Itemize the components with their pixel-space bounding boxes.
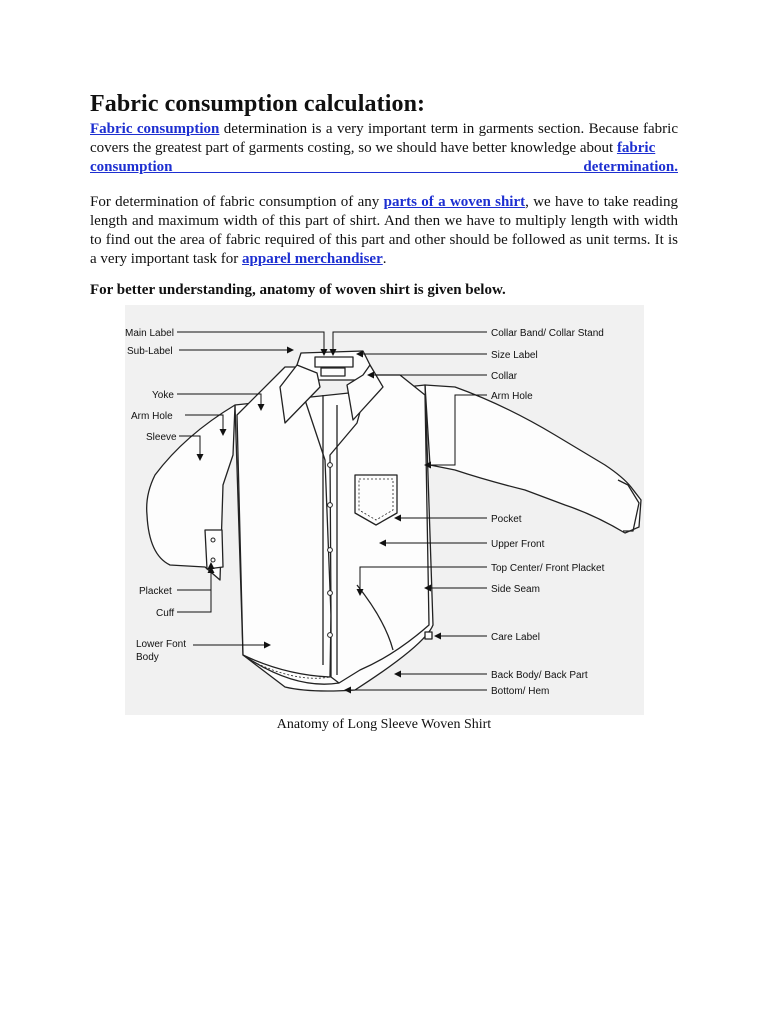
- label-yoke: Yoke: [152, 390, 174, 401]
- label-upper-front: Upper Front: [491, 539, 545, 550]
- label-lower-front-1: Lower Font: [136, 639, 187, 650]
- determination-text-1: For determination of fabric consumption of any: [90, 194, 384, 210]
- shirt-diagram: [125, 305, 644, 715]
- label-sleeve: Sleeve: [146, 432, 177, 443]
- label-back-body: Back Body/ Back Part: [491, 670, 588, 681]
- label-placket: Placket: [139, 586, 172, 597]
- label-collar: Collar: [491, 371, 518, 382]
- label-top-center: Top Center/ Front Placket: [491, 563, 605, 574]
- fabric-consumption-link[interactable]: Fabric consumption: [90, 121, 220, 137]
- determination-link-text: determination.: [583, 159, 678, 175]
- determination-paragraph: [90, 193, 678, 269]
- label-cuff: Cuff: [156, 608, 175, 619]
- label-sub-label: Sub-Label: [127, 346, 173, 357]
- label-arm-hole-left: Arm Hole: [131, 411, 173, 422]
- label-collar-band: Collar Band/ Collar Stand: [491, 328, 604, 339]
- intro-text: determination is a very important term in garments section. Because fabric covers the greatest part of garments costing, so we should have better knowledge about: [90, 121, 678, 156]
- label-main-label: Main Label: [125, 328, 174, 339]
- parts-of-woven-shirt-link[interactable]: parts of a woven shirt: [383, 194, 526, 210]
- label-pocket: Pocket: [491, 514, 522, 525]
- shirt-drawing: [147, 351, 641, 691]
- consumption-link-text: consumption: [90, 159, 173, 175]
- apparel-merchandiser-link[interactable]: apparel merchandiser: [242, 251, 383, 267]
- label-side-seam: Side Seam: [491, 584, 540, 595]
- determination-text-3: .: [382, 251, 387, 267]
- determination-text-2: , we have to take reading length and maximum width of this part of shirt. And then we have to multiply length with width to find out the area of fabric required of this part and other should be followed as unit terms. It is a very important task for: [90, 194, 679, 267]
- label-bottom-hem: Bottom/ Hem: [491, 686, 550, 697]
- fabric-link[interactable]: fabric: [616, 140, 656, 156]
- figure-caption: Anatomy of Long Sleeve Woven Shirt: [276, 717, 492, 732]
- label-arm-hole-right: Arm Hole: [491, 391, 533, 402]
- label-care-label: Care Label: [491, 632, 540, 643]
- intro-paragraph: [90, 120, 678, 177]
- label-size-label: Size Label: [491, 350, 538, 361]
- consumption-determination-link[interactable]: [90, 158, 678, 177]
- label-lower-front-2: Body: [136, 652, 159, 663]
- page-title: Fabric consumption calculation:: [90, 91, 426, 117]
- shirt-anatomy-figure: [125, 305, 644, 715]
- anatomy-intro: For better understanding, anatomy of woven shirt is given below.: [90, 282, 506, 298]
